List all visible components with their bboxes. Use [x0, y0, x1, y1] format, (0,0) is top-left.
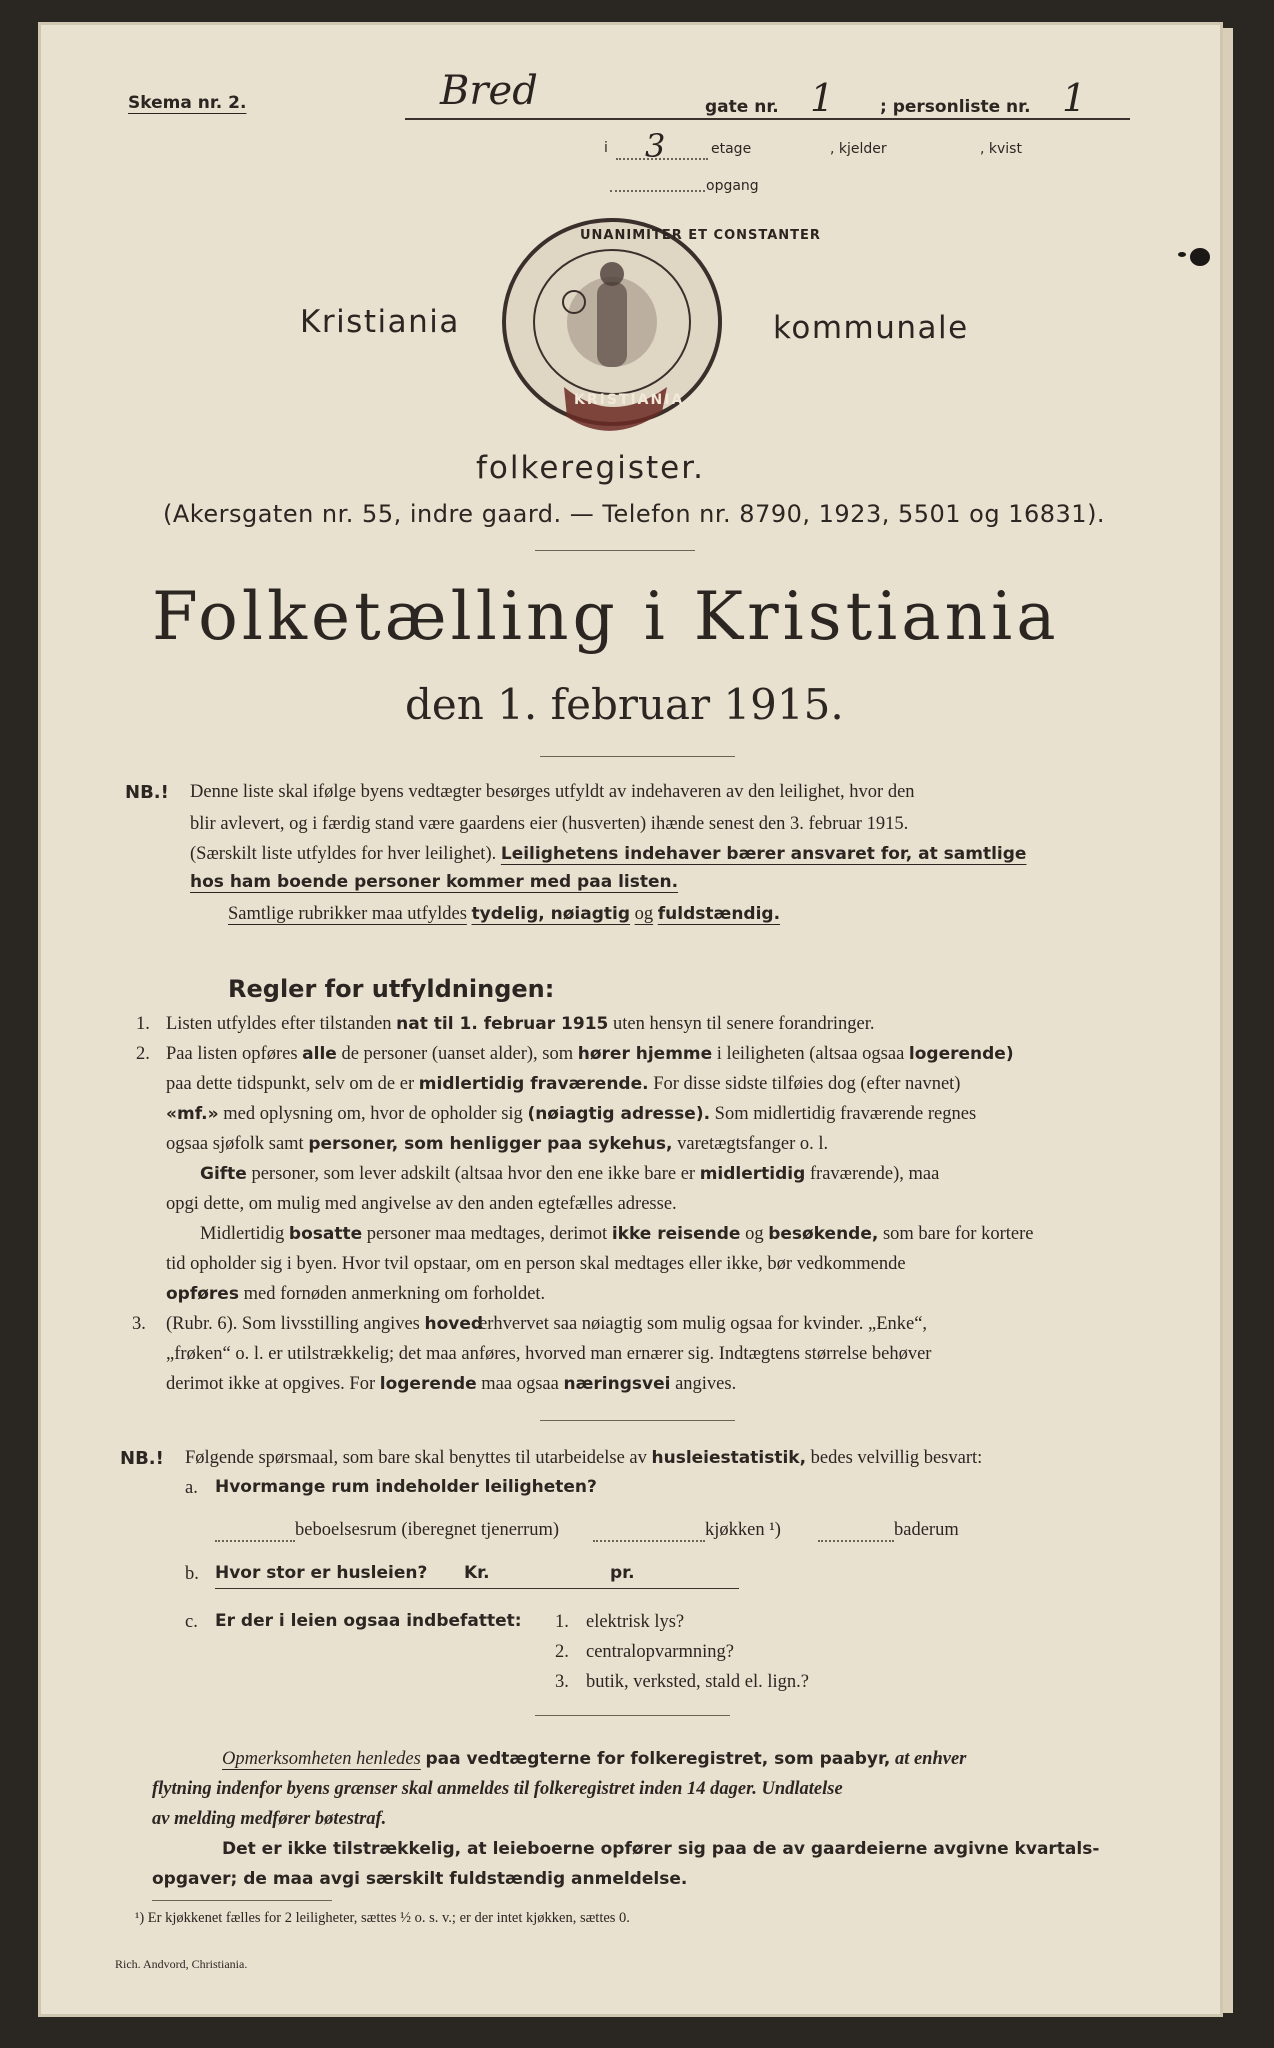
nb1-text: og — [634, 904, 654, 924]
rule-2-line — [166, 1040, 1014, 1069]
rule-3-line — [166, 1370, 736, 1399]
rule-2-line — [200, 1160, 939, 1189]
office-left: Kristiania — [300, 304, 460, 340]
footnote: ¹) Er kjøkkenet fælles for 2 leiligheter, sættes ½ o. s. v.; er der intet kjøkken, sættes 0. — [135, 1910, 630, 1926]
rule-text: angives. — [675, 1374, 737, 1394]
rule-1 — [166, 1010, 874, 1039]
nb1-emphasis: fuldstændig. — [657, 904, 781, 924]
divider — [540, 756, 735, 757]
rent-kr-label: Kr. — [464, 1563, 490, 1583]
gate-number: 1 — [810, 76, 835, 120]
nb2-text: Følgende spørsmaal, som bare skal benyttes til utarbeidelse av — [185, 1448, 647, 1468]
notice-line: flytning indenfor byens grænser skal anmeldes til folkeregistret inden 14 dager. Undlatelse — [152, 1779, 843, 1799]
office-right: kommunale — [773, 310, 969, 346]
nb-label: NB.! — [125, 782, 169, 803]
nb1-line: Denne liste skal ifølge byens vedtægter besørges utfyldt av indehaveren av den leilighet, hvor den — [190, 782, 915, 802]
rule-2-line — [166, 1130, 828, 1159]
nb1-responsibility: Leilighetens indehaver bærer ansvaret for, at samtlige — [500, 844, 1027, 864]
rule-text: personer maa medtages, derimot — [366, 1224, 608, 1244]
option-shop: butik, verksted, stald el. lign.? — [586, 1672, 809, 1692]
street-line — [405, 118, 1130, 120]
office-address: (Akersgaten nr. 55, indre gaard. — Telefon nr. 8790, 1923, 5501 og 16831). — [163, 500, 1106, 528]
kristiania-seal — [472, 212, 821, 444]
rule-2-line — [166, 1100, 976, 1129]
ink-spot — [1190, 248, 1210, 266]
document-date: den 1. februar 1915. — [405, 680, 844, 729]
nb2-intro — [185, 1444, 982, 1473]
rule-emphasis: midlertidig fraværende. — [418, 1074, 649, 1094]
rule-text: Som midlertidig fraværende regnes — [714, 1104, 977, 1124]
rule-number: 1. — [136, 1014, 150, 1034]
opgang-line — [610, 190, 705, 192]
printer-credit: Rich. Andvord, Christiania. — [115, 1957, 248, 1971]
rooms-blank[interactable] — [215, 1540, 295, 1542]
question-a: Hvormange rum indeholder leiligheten? — [215, 1477, 597, 1497]
rent-line[interactable] — [215, 1588, 739, 1589]
rule-emphasis: personer, som henligger paa sykehus, — [308, 1134, 673, 1154]
rule-text: som bare for kortere — [882, 1224, 1034, 1244]
notice-line: av melding medfører bøtestraf. — [152, 1809, 387, 1829]
divider — [535, 1715, 730, 1716]
etage-number: 3 — [645, 127, 666, 165]
rule-text: de personer (uanset alder), som — [341, 1044, 574, 1064]
rule-text: uten hensyn til senere forandringer. — [613, 1014, 875, 1034]
nb2-text: bedes velvillig besvart: — [810, 1448, 983, 1468]
nb2-emphasis: husleiestatistik, — [651, 1448, 807, 1468]
rule-text: Paa listen opføres — [166, 1044, 298, 1064]
bath-label: baderum — [894, 1520, 959, 1540]
nb1-emphasis: tydelig, nøiagtig — [471, 904, 631, 924]
rule-emphasis: nat til 1. februar 1915 — [396, 1014, 609, 1034]
rule-emphasis: besøkende, — [768, 1224, 879, 1244]
rule-text: med fornøden anmerkning om forholdet. — [243, 1284, 546, 1304]
rule-text: paa dette tidspunkt, selv om de er — [166, 1074, 415, 1094]
bath-blank[interactable] — [818, 1540, 894, 1542]
question-a-label: a. — [185, 1478, 198, 1498]
rule-emphasis: hoved — [424, 1314, 484, 1334]
rule-emphasis: næringsvei — [563, 1374, 671, 1394]
seal-bottom-text: KRISTIANIA — [574, 392, 685, 408]
rule-text: Listen utfyldes efter tilstanden — [166, 1014, 392, 1034]
rule-emphasis: alle — [302, 1044, 337, 1064]
rule-text: i leiligheten (altsaa ogsaa — [716, 1044, 905, 1064]
rule-text: For disse sidste tilføies dog (efter navnet) — [653, 1074, 961, 1094]
seal-text: UNANIMITER ET CONSTANTER — [580, 228, 821, 243]
nb1-responsibility-cont: hos ham boende personer kommer med paa listen. — [190, 872, 679, 892]
option-number: 1. — [555, 1612, 569, 1632]
gate-label: gate nr. — [705, 97, 779, 117]
notice-line — [222, 1745, 966, 1774]
nb-label: NB.! — [120, 1448, 164, 1469]
ink-spot — [1178, 252, 1186, 257]
rule-emphasis: (nøiagtig adresse). — [527, 1104, 711, 1124]
i-label: i — [604, 140, 608, 156]
rule-text: personer, som lever adskilt (altsaa hvor den ene ikke bare er — [251, 1164, 696, 1184]
notice-italic: Opmerksomheten henledes — [222, 1749, 421, 1769]
notice-bold: paa vedtægterne for folkeregistret, som paabyr, — [425, 1749, 891, 1769]
rule-emphasis: ikke reisende — [611, 1224, 741, 1244]
rule-text: ogsaa sjøfolk samt — [166, 1134, 304, 1154]
rule-number: 2. — [136, 1044, 150, 1064]
personliste-label: ; personliste nr. — [880, 97, 1031, 117]
nb1-line — [190, 840, 1026, 869]
kvist-label: , kvist — [980, 141, 1022, 157]
question-c-label: c. — [185, 1612, 198, 1632]
rooms-label: beboelsesrum (iberegnet tjenerrum) — [295, 1520, 560, 1540]
paper-edge — [1223, 28, 1233, 2013]
rule-emphasis: logerende) — [908, 1044, 1014, 1064]
opgang-label: opgang — [706, 178, 759, 194]
footnote-rule — [152, 1900, 332, 1901]
option-number: 3. — [555, 1672, 569, 1692]
rule-emphasis: logerende — [379, 1374, 477, 1394]
rule-3-line — [166, 1310, 927, 1339]
rule-3-line: „frøken“ o. l. er utilstrækkelig; det maa anføres, hvorved man ernærer sig. Indtægtens størrelse behøver — [166, 1344, 932, 1364]
rule-number: 3. — [132, 1314, 146, 1334]
nb1-text: Samtlige rubrikker maa utfyldes — [228, 904, 467, 924]
document-title: Folketælling i Kristiania — [152, 578, 1060, 655]
notice-line: opgaver; de maa avgi særskilt fuldstændig anmeldelse. — [152, 1869, 688, 1889]
rule-emphasis: Gifte — [200, 1164, 247, 1184]
street-name: Bred — [440, 68, 538, 114]
rule-2-line: opgi dette, om mulig med angivelse av den anden egtefælles adresse. — [166, 1194, 677, 1214]
rule-2-line — [166, 1070, 960, 1099]
rent-pr-label: pr. — [610, 1563, 635, 1583]
notice-italic: at enhver — [894, 1749, 967, 1769]
etage-label: etage — [711, 141, 752, 157]
rule-text: med oplysning om, hvor de opholder sig — [223, 1104, 523, 1124]
rule-emphasis: bosatte — [288, 1224, 363, 1244]
option-central-heating: centralopvarmning? — [586, 1642, 734, 1662]
option-number: 2. — [555, 1642, 569, 1662]
rule-emphasis: hører hjemme — [577, 1044, 713, 1064]
rule-text: erhvervet saa nøiagtig som mulig ogsaa for kvinder. „Enke“, — [479, 1314, 928, 1334]
question-b-label: b. — [185, 1564, 199, 1584]
kjelder-label: , kjelder — [830, 141, 887, 157]
rule-text: fraværende), maa — [809, 1164, 940, 1184]
rule-2-line — [166, 1280, 545, 1309]
rule-text: varetægtsfanger o. l. — [677, 1134, 829, 1154]
notice-line: Det er ikke tilstrækkelig, at leieboerne opfører sig paa de av gaardeierne avgivne kvartals- — [222, 1839, 1100, 1859]
nb1-line — [228, 900, 780, 929]
rule-2-line — [200, 1220, 1033, 1249]
rule-text: og — [745, 1224, 764, 1244]
kitchen-label: kjøkken ¹) — [705, 1520, 781, 1540]
question-c: Er der i leien ogsaa indbefattet: — [215, 1611, 522, 1631]
rule-emphasis: opføres — [166, 1284, 239, 1304]
divider — [540, 1420, 735, 1421]
rule-emphasis: «mf.» — [166, 1104, 219, 1124]
rule-2-line: tid opholder sig i byen. Hvor tvil opstaar, om en person skal medtages eller ikke, bør vedkommende — [166, 1254, 906, 1274]
nb1-line: blir avlevert, og i færdig stand være gaardens eier (husverten) ihænde senest den 3. februar 1915. — [190, 814, 909, 834]
kitchen-blank[interactable] — [593, 1540, 705, 1542]
personliste-number: 1 — [1062, 76, 1087, 120]
rule-emphasis: midlertidig — [699, 1164, 806, 1184]
rule-text: derimot ikke at opgives. For — [166, 1374, 376, 1394]
rules-heading: Regler for utfyldningen: — [228, 975, 555, 1003]
rule-text: Midlertidig — [200, 1224, 285, 1244]
rule-text: maa ogsaa — [481, 1374, 559, 1394]
nb1-text: (Særskilt liste utfyldes for hver leilighet). — [190, 844, 497, 864]
schema-number: Skema nr. 2. — [128, 93, 247, 113]
question-b: Hvor stor er husleien? — [215, 1563, 428, 1583]
divider — [535, 550, 695, 551]
rule-text: (Rubr. 6). Som livsstilling angives — [166, 1314, 420, 1334]
office-register: folkeregister. — [476, 450, 705, 486]
option-electric-light: elektrisk lys? — [586, 1612, 685, 1632]
